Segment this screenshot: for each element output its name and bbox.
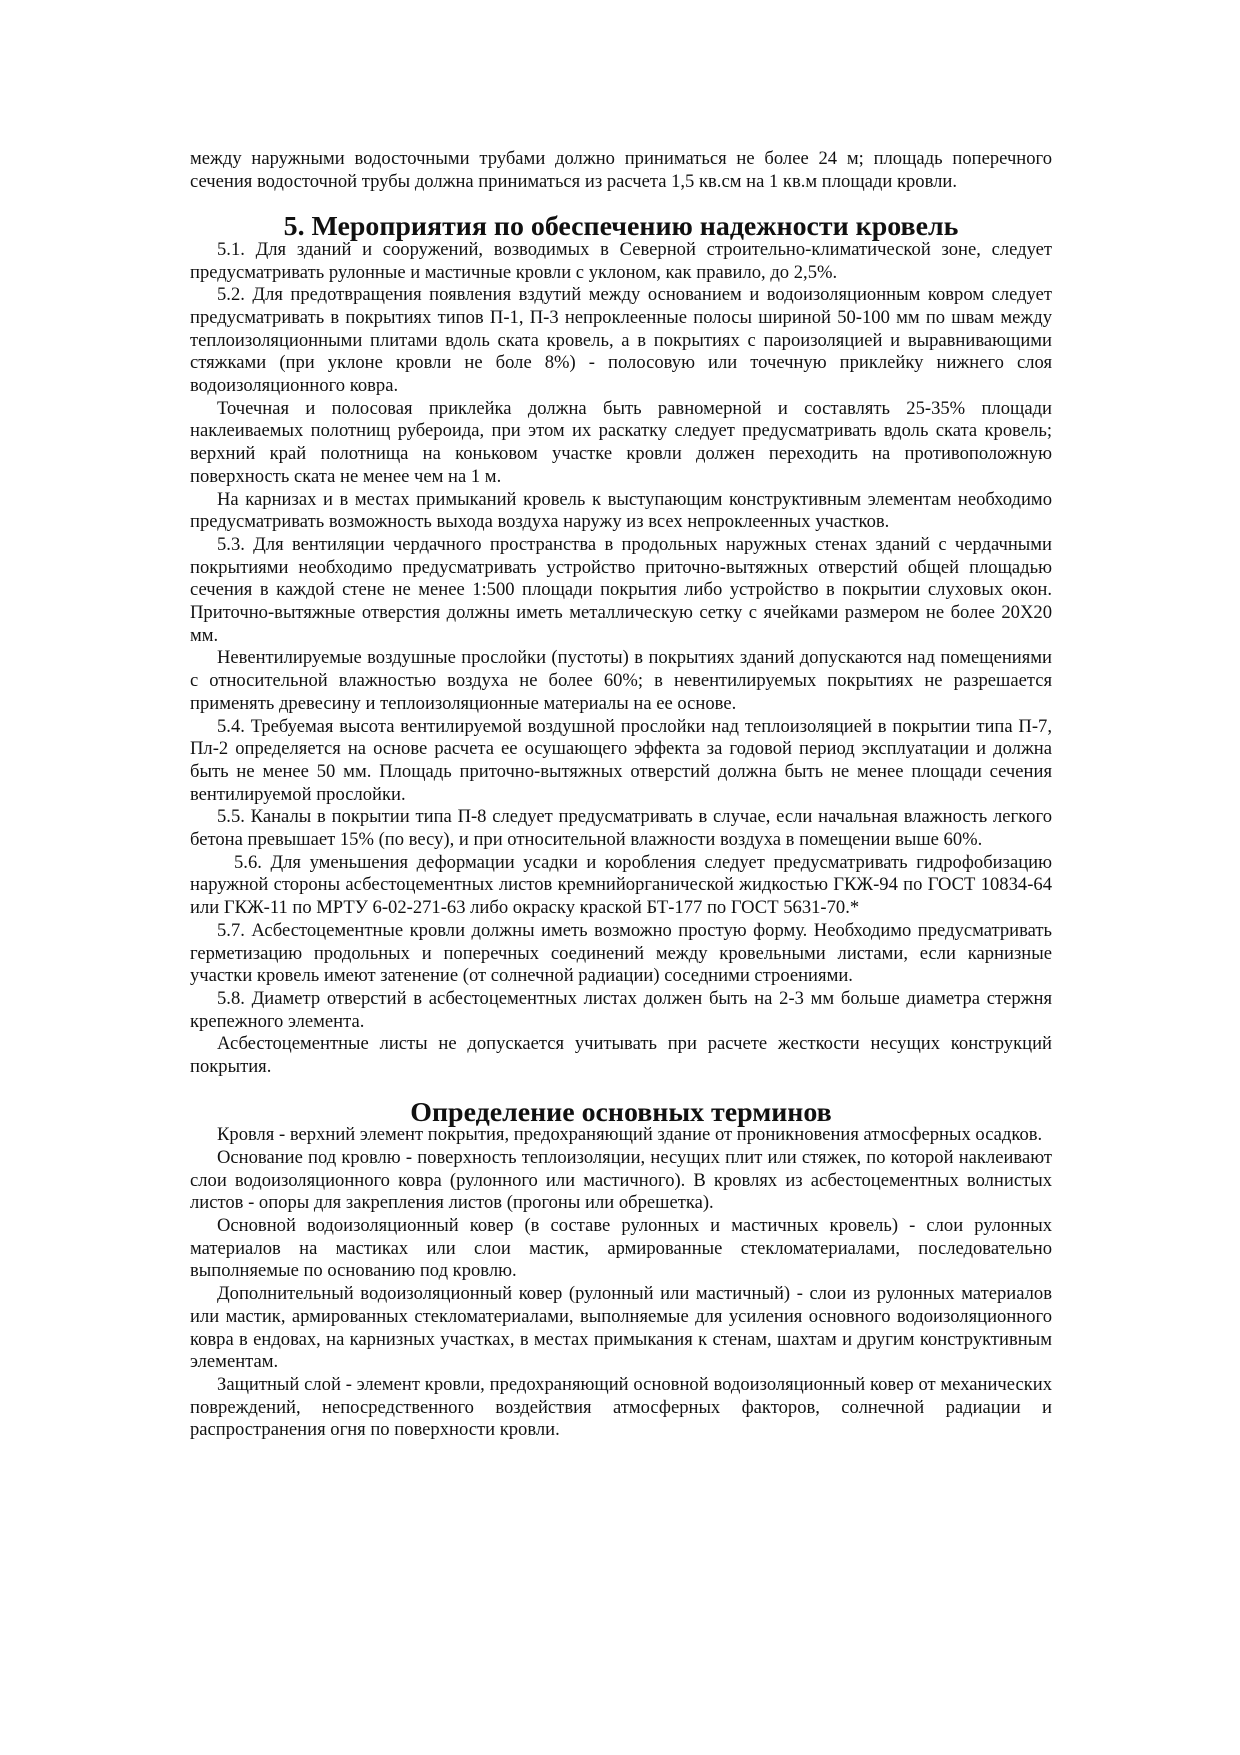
clause-5-2-eaves: На карнизах и в местах примыканий кровель к выступающим конструктивным элементам необходимо предусматривать возможность выхода воздуха наружу из всех непроклеенных участков. (190, 488, 1052, 533)
clause-5-8: 5.8. Диаметр отверстий в асбестоцементных листах должен быть на 2-3 мм больше диаметра стержня крепежного элемента. (190, 988, 1052, 1032)
clause-5-5: 5.5. Каналы в покрытии типа П-8 следует предусматривать в случае, если начальная влажность легкого бетона превышает 15% (по весу), и при относительной влажности воздуха в помещении выше 60%. (190, 806, 1052, 851)
clause-5-8-stiffness: Асбестоцементные листы не допускается учитывать при расчете жесткости несущих конструкций покрытия. (190, 1033, 1052, 1078)
clause-5-1: 5.1. Для зданий и сооружений, возводимых в Северной строительно-климатической зоне, следует предусматривать рулонные и мастичные кровли с уклоном, как правило, до 2,5%. (190, 238, 1052, 283)
term-main-waterproofing-carpet: Основной водоизоляционный ковер (в составе рулонных и мастичных кровель) - слои рулонных материалов на мастиках или слои мастик, армированные стекломатериалами, последовательно выполняемые по основанию под кровлю. (190, 1215, 1052, 1282)
clause-5-2: 5.2. Для предотвращения появления вздутий между основанием и водоизоляционным ковром следует предусматривать в покрытиях типов П-1, П-3 непроклеенные полосы шириной 50-100 мм по швам между теплоизоляционными плитами вдоль ската кровель, а в покрытиях с пароизоляцией и выравнивающими стяжками (при уклоне кровли не боле 8%) - полосовую или точечную приклейку нижнего слоя водоизоляционного ковра. (190, 284, 1052, 397)
clause-5-6: 5.6. Для уменьшения деформации усадки и коробления следует предусматривать гидрофобизацию наружной стороны асбестоцементных листов кремнийорганической жидкостью ГКЖ-94 по ГОСТ 10834-64 или ГКЖ-11 по МРТУ 6-02-271-63 либо окраску краской БТ-177 по ГОСТ 5631-70.* (190, 851, 1052, 919)
clause-5-3-unventilated: Невентилируемые воздушные прослойки (пустоты) в покрытиях зданий допускаются над помещениями с относительной влажностью воздуха не более 60%; в невентилируемых покрытиях не разрешается применять древесину и теплоизоляционные материалы на ее основе. (190, 647, 1052, 714)
clause-5-2-spot-gluing: Точечная и полосовая приклейка должна быть равномерной и составлять 25-35% площади наклеиваемых полотнищ рубероида, при этом их раскатку следует предусматривать вдоль ската кровель; верхний край полотнища на коньковом участке кровли должен переходить на противоположную поверхность ската не менее чем на 1 м. (190, 397, 1052, 487)
intro-paragraph: между наружными водосточными трубами должно приниматься не более 24 м; площадь поперечного сечения водосточной трубы должна приниматься из расчета 1,5 кв.см на 1 кв.м площади кровли. (190, 148, 1052, 192)
terms-heading: Определение основных терминов (410, 1096, 832, 1128)
document-page (190, 148, 1052, 1442)
clause-5-4: 5.4. Требуемая высота вентилируемой воздушной прослойки над теплоизоляцией в покрытии типа П-7, Пл-2 определяется на основе расчета ее осушающего эффекта за годовой период эксплуатации и должна быть не менее 50 мм. Площадь приточно-вытяжных отверстий должна быть не менее площади сечения вентилируемой прослойки. (190, 715, 1052, 805)
term-protective-layer: Защитный слой - элемент кровли, предохраняющий основной водоизоляционный ковер от механических повреждений, непосредственного воздействия атмосферных факторов, солнечной радиации и распространения огня по поверхности кровли. (190, 1373, 1052, 1441)
term-roof: Кровля - верхний элемент покрытия, предохраняющий здание от проникновения атмосферных осадков. (217, 1124, 1043, 1146)
clause-5-7: 5.7. Асбестоцементные кровли должны иметь возможно простую форму. Необходимо предусматривать герметизацию продольных и поперечных соединений между кровельными листами, если карнизные участки кровель имеют затенение (от солнечной радиации) соседними строениями. (190, 919, 1052, 987)
term-additional-waterproofing-carpet: Дополнительный водоизоляционный ковер (рулонный или мастичный) - слои из рулонных материалов или мастик, армированных стекломатериалами, выполняемые для усиления основного водоизоляционного ковра в ендовах, на карнизных участках, в местах примыкания к стенам, шахтам и другим конструктивным элементам. (190, 1283, 1052, 1373)
clause-5-3: 5.3. Для вентиляции чердачного пространства в продольных наружных стенах зданий с чердачными покрытиями необходимо предусматривать устройство приточно-вытяжных отверстий общей площадью сечения в каждой стене не менее 1:500 площади покрытия либо устройство в покрытии слуховых окон. Приточно-вытяжные отверстия должны иметь металлическую сетку с ячейками размером не более 20Х20 мм. (190, 533, 1052, 646)
term-roof-base: Основание под кровлю - поверхность теплоизоляции, несущих плит или стяжек, по которой наклеивают слои водоизоляционного ковра (рулонного или мастичного). В кровлях из асбестоцементных волнистых листов - опоры для закрепления листов (прогоны или обрешетка). (190, 1146, 1052, 1214)
section-5-heading: 5. Мероприятия по обеспечению надежности кровель (283, 211, 959, 243)
